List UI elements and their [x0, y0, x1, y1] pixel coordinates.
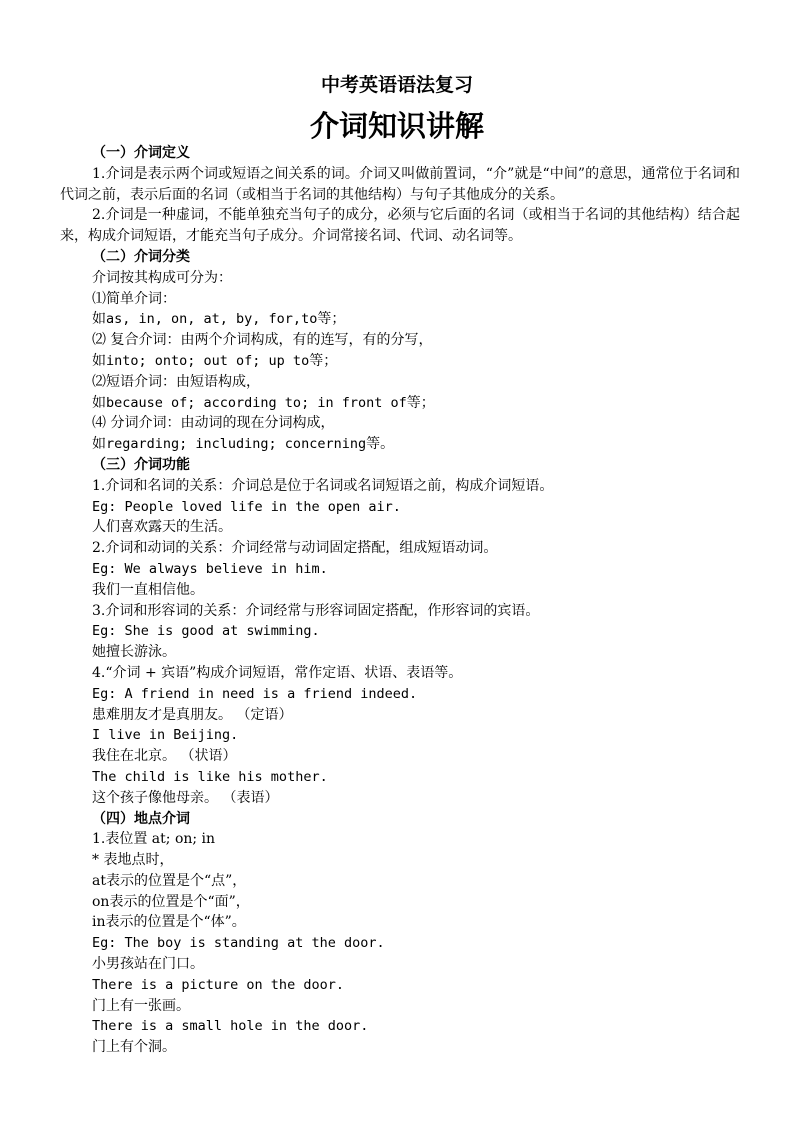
function-example-1: Eg: People loved life in the open air.: [92, 498, 401, 515]
definition-paragraph-2: 2.介词是一种虚词，不能单独充当句子的成分，必须与它后面的名词（或相当于名词的其他结构）结合起来，构成介词短语，才能充当句子成分。介词常接名词、代词、动名词等。: [60, 207, 740, 245]
function-translation-4b: 我住在北京。 （状语）: [92, 748, 237, 765]
function-rule-1: 1.介词和名词的关系：介词总是位于名词或名词短语之前，构成介词短语。: [92, 477, 554, 494]
function-translation-4a: 患难朋友才是真朋友。 （定语）: [92, 706, 293, 723]
compound-prep-example: 如into; onto; out of; up to等；: [92, 352, 338, 369]
function-example-4b: I live in Beijing.: [92, 727, 239, 744]
document-subtitle: 介词知识讲解: [309, 109, 484, 143]
participle-prep-example: 如regarding; including; concerning等。: [92, 436, 395, 453]
section-heading-definition: （一）介词定义: [92, 145, 190, 161]
place-line-in: in表示的位置是个“体”。: [92, 914, 246, 931]
place-example-2: There is a picture on the door.: [92, 976, 344, 993]
simple-prep-label: ⑴简单介词：: [92, 290, 176, 307]
classification-intro: 介词按其构成可分为：: [92, 269, 232, 286]
section-heading-place: （四）地点介词: [92, 810, 190, 827]
section-heading-classification: （二）介词分类: [92, 248, 190, 265]
document-title: 中考英语语法复习: [320, 74, 473, 96]
place-line-at: at表示的位置是个“点”，: [92, 872, 247, 889]
function-example-4a: Eg: A friend in need is a friend indeed.: [92, 685, 418, 702]
function-example-3: Eg: She is good at swimming.: [92, 623, 320, 640]
function-translation-3: 她擅长游泳。: [92, 644, 176, 661]
section-heading-function: （三）介词功能: [92, 456, 190, 473]
phrasal-prep-example: 如because of; according to; in front of等；: [92, 394, 435, 411]
document-body: [60, 143, 740, 1058]
function-rule-3: 3.介词和形容词的关系：介词经常与形容词固定搭配，作形容词的宾语。: [92, 602, 540, 619]
function-rule-2: 2.介词和动词的关系：介词经常与动词固定搭配，组成短语动词。: [92, 540, 498, 557]
function-example-2: Eg: We always believe in him.: [92, 560, 328, 577]
place-translation-3: 门上有个洞。: [92, 1039, 176, 1056]
function-example-4c: The child is like his mother.: [92, 768, 328, 785]
place-translation-1: 小男孩站在门口。: [92, 956, 204, 973]
place-example-1: Eg: The boy is standing at the door.: [92, 935, 385, 952]
definition-paragraph-1: 1.介词是表示两个词或短语之间关系的词。介词又叫做前置词，“介”就是“中间”的意思，通常位于名词和代词之前，表示后面的名词（或相当于名词的其他结构）与句子其他成分的关系。: [60, 165, 740, 203]
function-translation-2: 我们一直相信他。: [92, 581, 204, 598]
simple-prep-example: 如as, in, on, at, by, for,to等；: [92, 311, 346, 328]
function-translation-4c: 这个孩子像他母亲。 （表语）: [92, 789, 279, 806]
participle-prep-label: ⑷ 分词介词：由动词的现在分词构成，: [92, 415, 335, 432]
compound-prep-label: ⑵ 复合介词：由两个介词构成，有的连写，有的分写，: [92, 332, 433, 349]
place-line-2: * 表地点时，: [92, 852, 174, 869]
phrasal-prep-label: ⑵短语介词：由短语构成，: [92, 373, 260, 390]
place-line-on: on表示的位置是个“面”，: [92, 893, 250, 910]
function-rule-4: 4.“介词 + 宾语”构成介词短语，常作定语、状语、表语等。: [92, 664, 463, 681]
place-translation-2: 门上有一张画。: [92, 997, 190, 1014]
function-translation-1: 人们喜欢露天的生活。: [92, 519, 232, 536]
place-example-3: There is a small hole in the door.: [92, 1018, 369, 1035]
place-line-1: 1.表位置 at; on; in: [92, 831, 216, 848]
